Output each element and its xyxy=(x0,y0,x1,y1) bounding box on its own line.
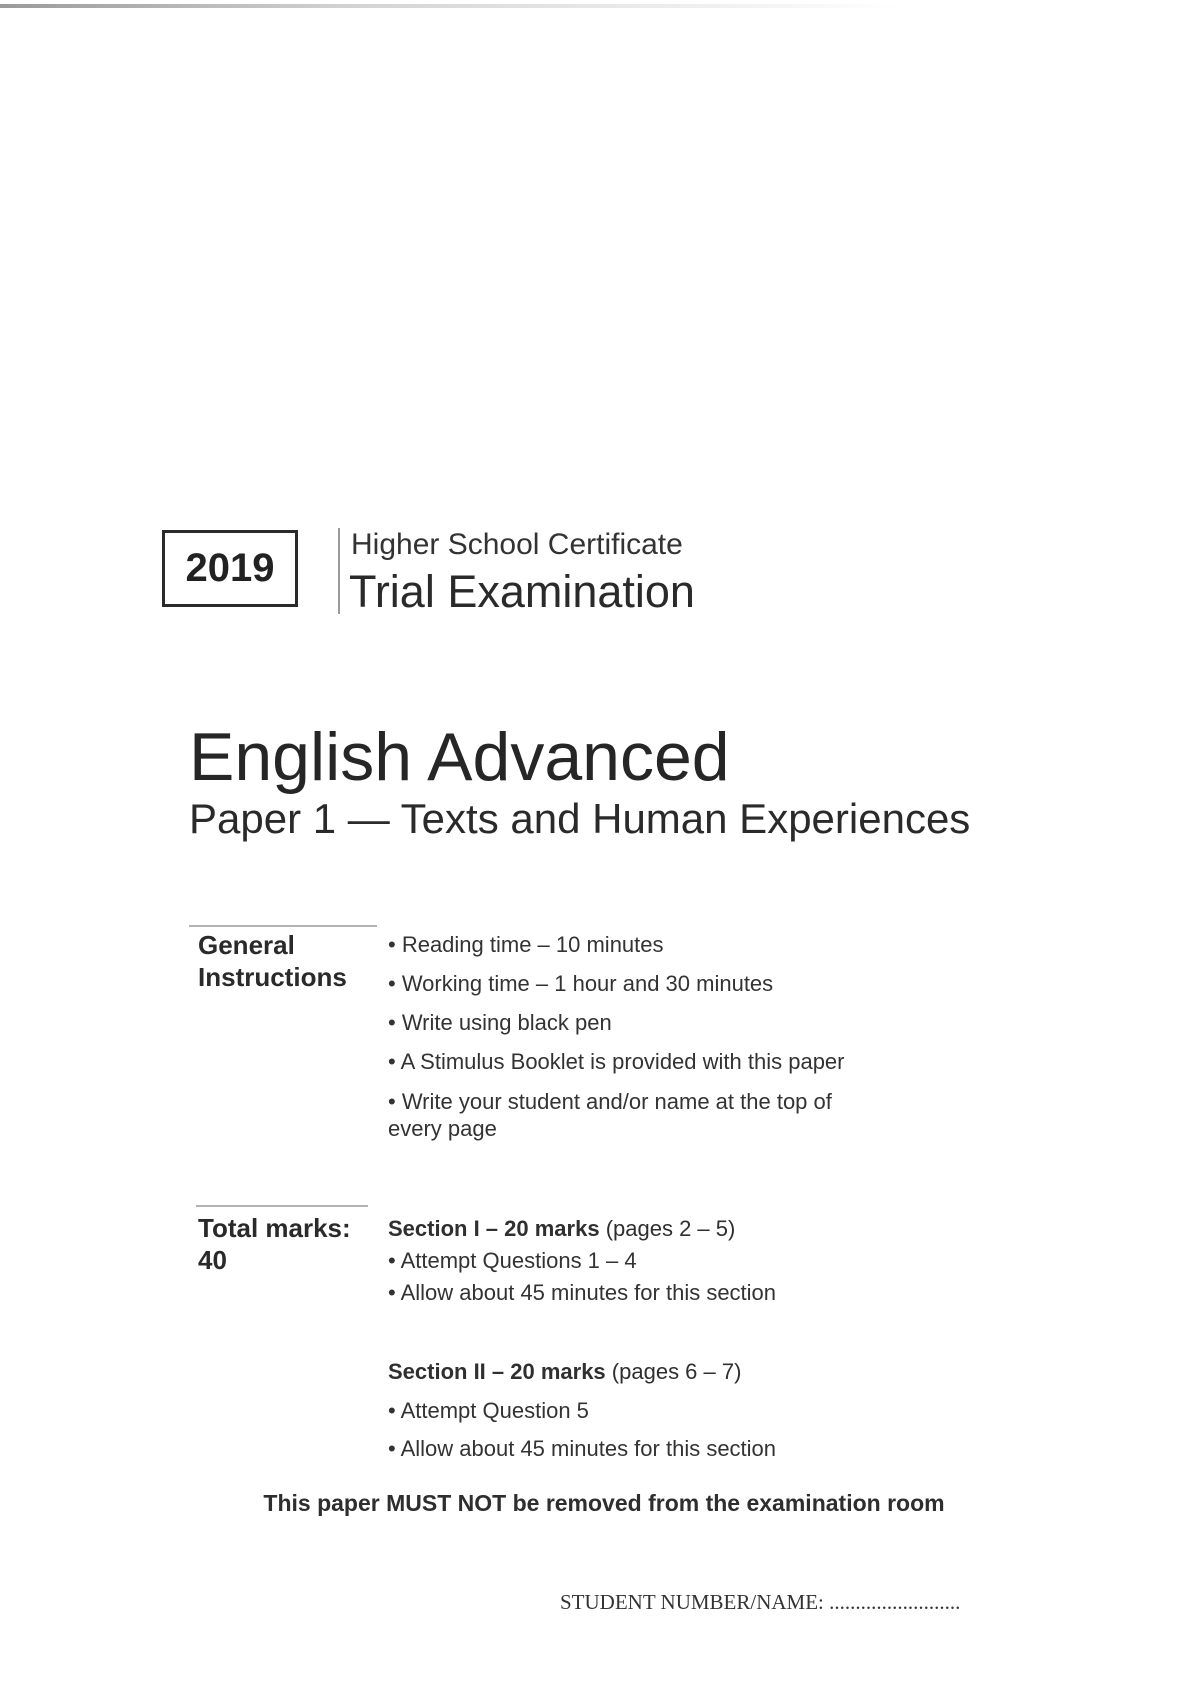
subject-title: English Advanced xyxy=(189,719,730,795)
section-title: Section II – 20 marks xyxy=(388,1359,606,1384)
total-marks-label: Total marks: xyxy=(198,1213,351,1243)
section-1-heading xyxy=(388,1216,735,1242)
list-item: • Write your student and/or name at the top of every page xyxy=(388,1089,832,1141)
certificate-title: Higher School Certificate xyxy=(351,528,683,561)
list-item: • A Stimulus Booklet is provided with this paper xyxy=(388,1049,845,1074)
year-box: 2019 xyxy=(162,530,298,607)
scan-edge-artifact xyxy=(0,4,900,8)
student-field-label: STUDENT NUMBER/NAME: xyxy=(560,1590,824,1614)
section-2-heading xyxy=(388,1359,741,1385)
section-title: Section I – 20 marks xyxy=(388,1216,600,1241)
list-item: • Write using black pen xyxy=(388,1010,612,1035)
list-item: • Attempt Questions 1 – 4 xyxy=(388,1248,637,1273)
list-item: • Attempt Question 5 xyxy=(388,1398,589,1423)
paper-title: Paper 1 — Texts and Human Experiences xyxy=(189,795,971,842)
list-item: • Allow about 45 minutes for this section xyxy=(388,1280,777,1305)
heading-line: General xyxy=(198,930,295,960)
student-field-dots: ......................... xyxy=(829,1590,961,1614)
section-pages: (pages 6 – 7) xyxy=(611,1359,742,1384)
heading-line: Instructions xyxy=(198,962,347,992)
exam-title: Trial Examination xyxy=(349,566,695,617)
section-pages: (pages 2 – 5) xyxy=(605,1216,736,1241)
section-divider xyxy=(196,1205,368,1207)
list-item: • Allow about 45 minutes for this section xyxy=(388,1436,777,1461)
list-item: • Reading time – 10 minutes xyxy=(388,932,664,957)
exam-room-warning: This paper MUST NOT be removed from the examination room xyxy=(263,1490,945,1516)
student-number-field xyxy=(560,1590,960,1615)
section-divider xyxy=(189,925,377,927)
header-divider xyxy=(338,528,340,614)
general-instructions-heading xyxy=(198,929,368,993)
total-marks-value: 40 xyxy=(198,1245,227,1275)
list-item: • Working time – 1 hour and 30 minutes xyxy=(388,971,774,996)
total-marks-heading xyxy=(198,1212,378,1276)
